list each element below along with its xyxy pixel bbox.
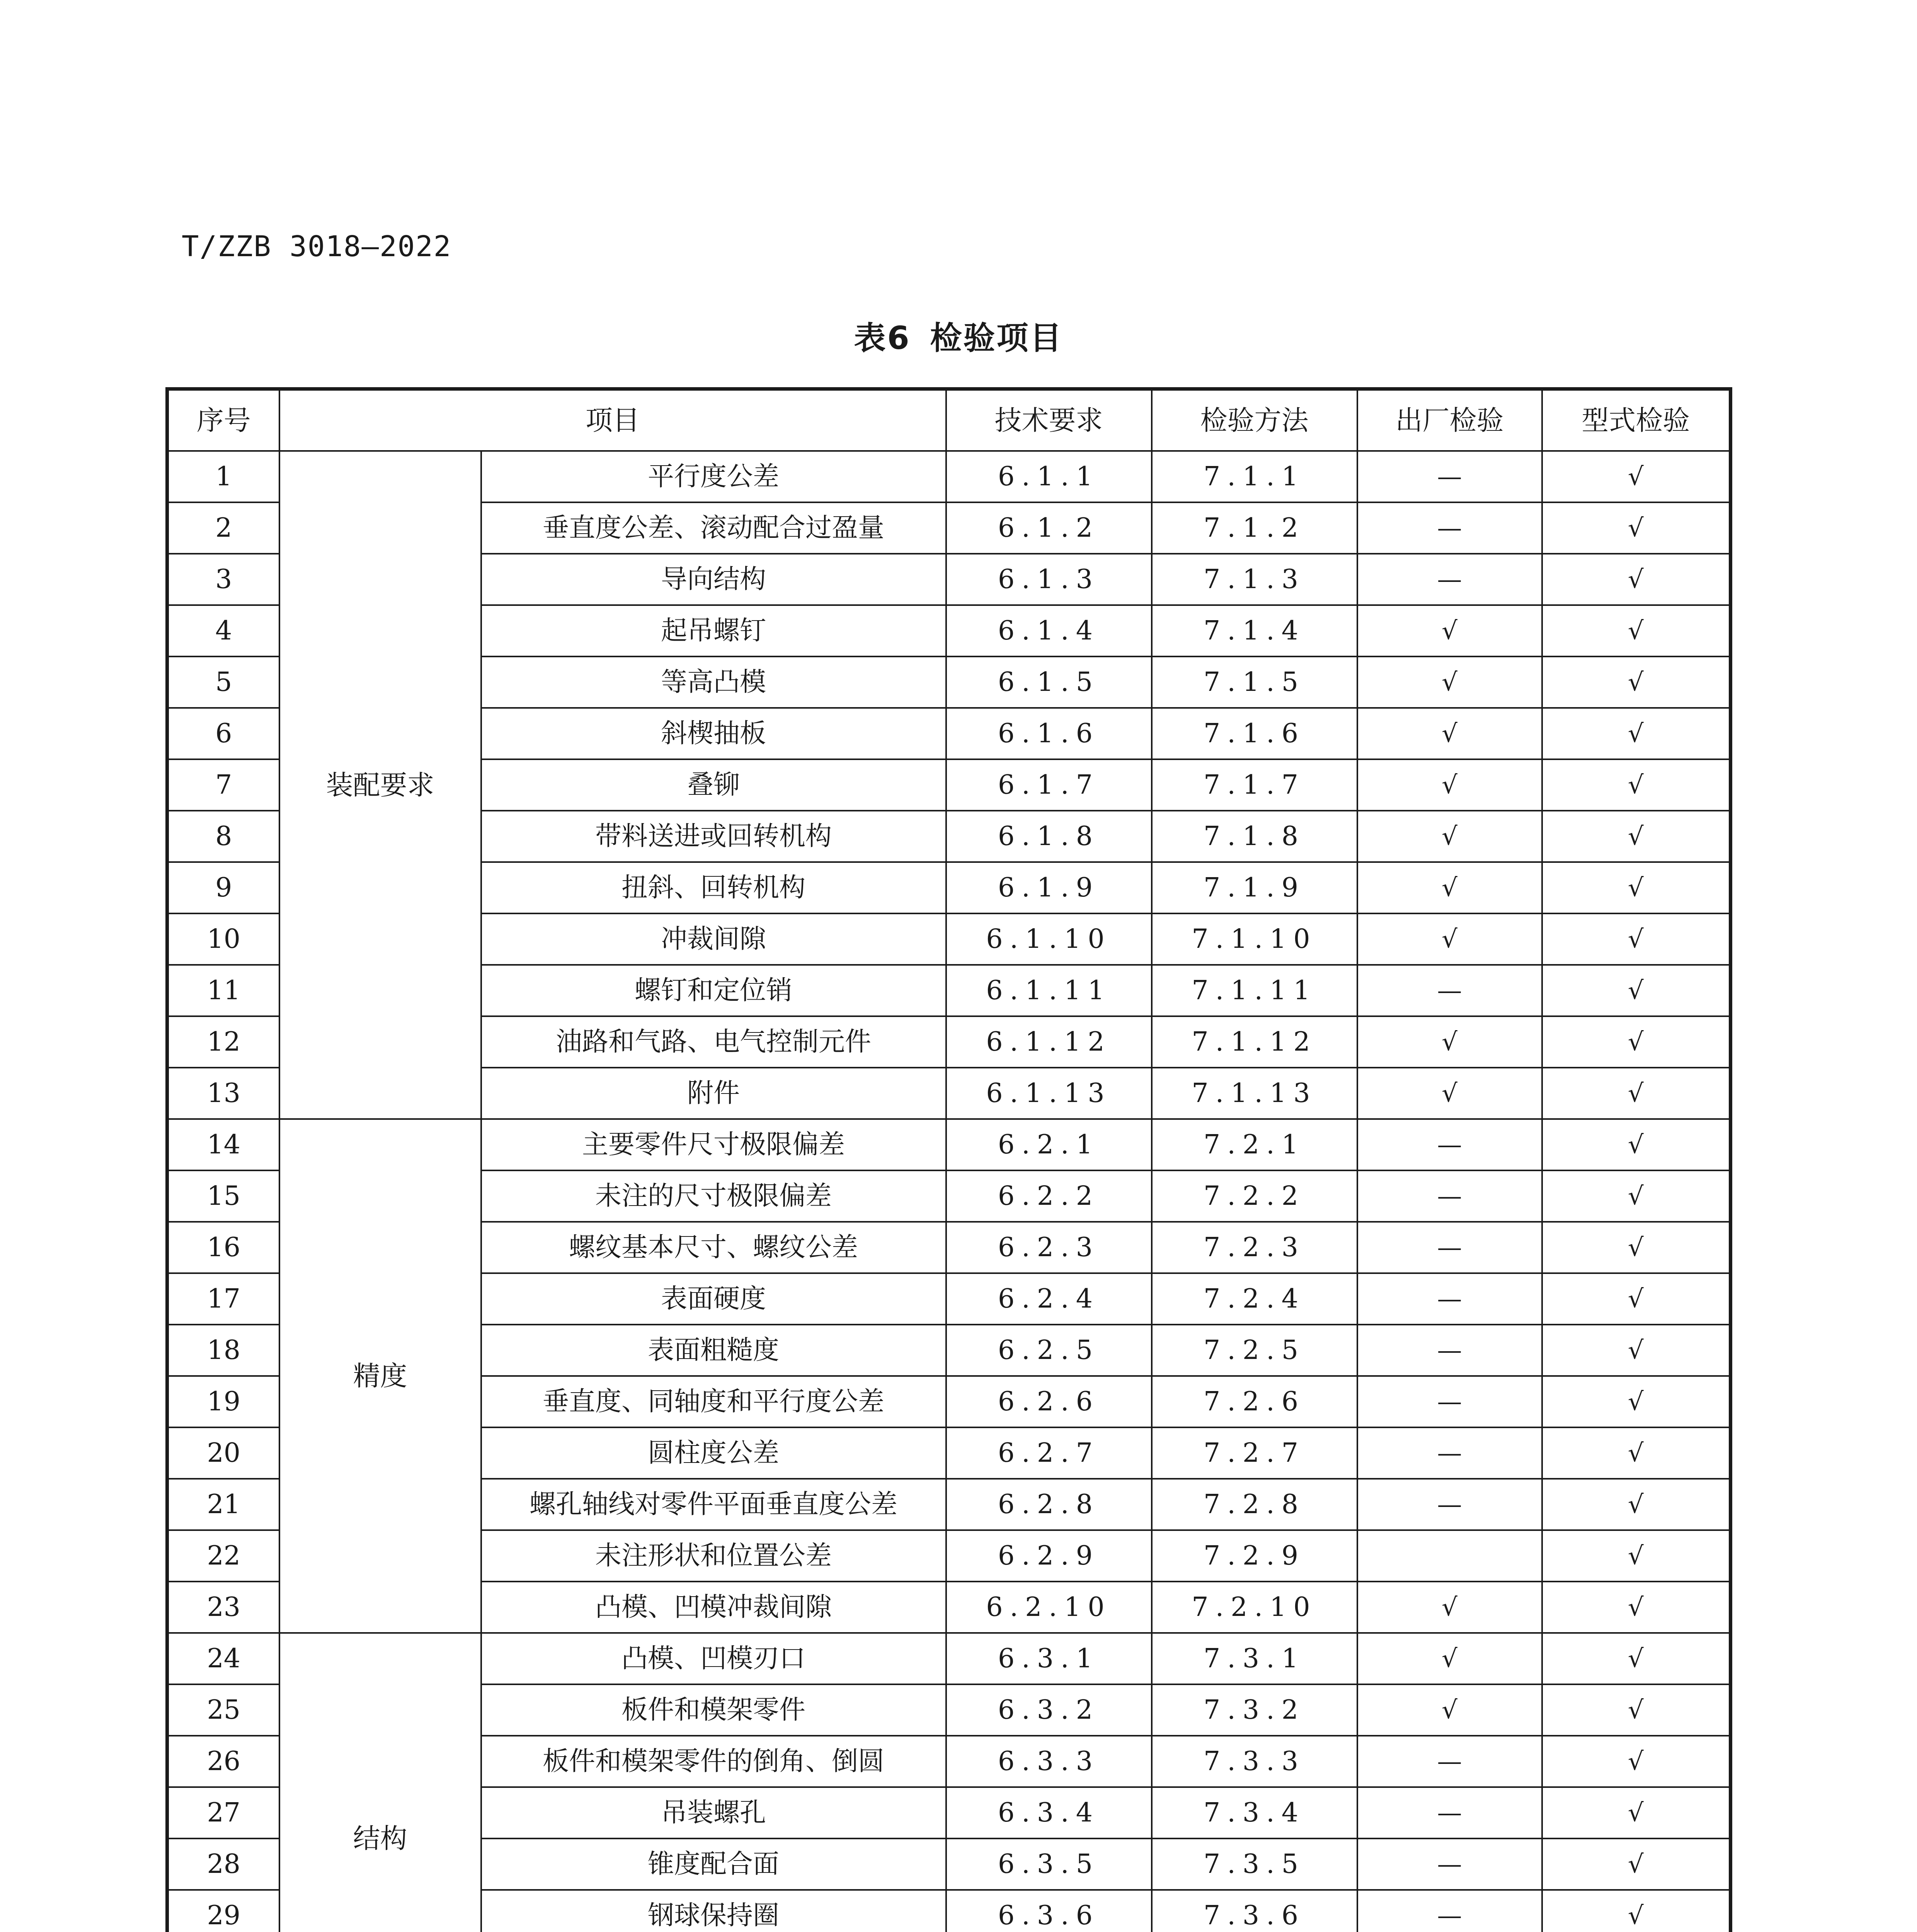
- row-type-inspection: √: [1542, 1222, 1731, 1273]
- group-label: 精度: [279, 1119, 481, 1633]
- row-requirement: 6.3.3: [946, 1736, 1152, 1787]
- row-requirement: 6.1.13: [946, 1068, 1152, 1119]
- row-item: 螺孔轴线对零件平面垂直度公差: [481, 1479, 946, 1530]
- row-number: 2: [167, 502, 279, 554]
- row-type-inspection: √: [1542, 1170, 1731, 1222]
- row-factory-inspection: —: [1357, 502, 1542, 554]
- row-item: 垂直度公差、滚动配合过盈量: [481, 502, 946, 554]
- row-factory-inspection: —: [1357, 1838, 1542, 1890]
- row-type-inspection: √: [1542, 965, 1731, 1016]
- row-factory-inspection: —: [1357, 1273, 1542, 1325]
- row-item: 平行度公差: [481, 451, 946, 502]
- row-type-inspection: √: [1542, 1787, 1731, 1838]
- row-requirement: 6.1.7: [946, 759, 1152, 811]
- row-type-inspection: √: [1542, 1325, 1731, 1376]
- row-method: 7.1.10: [1152, 913, 1357, 965]
- row-item: 凸模、凹模冲裁间隙: [481, 1582, 946, 1633]
- row-type-inspection: √: [1542, 1479, 1731, 1530]
- row-item: 垂直度、同轴度和平行度公差: [481, 1376, 946, 1427]
- row-factory-inspection: √: [1357, 862, 1542, 913]
- row-number: 21: [167, 1479, 279, 1530]
- row-method: 7.1.2: [1152, 502, 1357, 554]
- table-title: [0, 313, 1917, 358]
- row-item: 扭斜、回转机构: [481, 862, 946, 913]
- row-number: 27: [167, 1787, 279, 1838]
- row-method: 7.1.6: [1152, 708, 1357, 759]
- row-requirement: 6.2.3: [946, 1222, 1152, 1273]
- row-method: 7.1.5: [1152, 656, 1357, 708]
- row-requirement: 6.2.5: [946, 1325, 1152, 1376]
- row-method: 7.1.1: [1152, 451, 1357, 502]
- row-number: 29: [167, 1890, 279, 1932]
- row-number: 25: [167, 1684, 279, 1736]
- row-item: 吊装螺孔: [481, 1787, 946, 1838]
- row-item: 板件和模架零件: [481, 1684, 946, 1736]
- row-item: 起吊螺钉: [481, 605, 946, 656]
- row-number: 15: [167, 1170, 279, 1222]
- row-requirement: 6.3.4: [946, 1787, 1152, 1838]
- row-type-inspection: √: [1542, 1273, 1731, 1325]
- row-item: 螺钉和定位销: [481, 965, 946, 1016]
- row-method: 7.3.6: [1152, 1890, 1357, 1932]
- row-type-inspection: √: [1542, 605, 1731, 656]
- row-type-inspection: √: [1542, 1633, 1731, 1684]
- row-method: 7.3.5: [1152, 1838, 1357, 1890]
- row-item: 钢球保持圈: [481, 1890, 946, 1932]
- row-factory-inspection: √: [1357, 759, 1542, 811]
- document-code: T/ZZB 3018—2022: [182, 230, 452, 263]
- row-method: 7.2.9: [1152, 1530, 1357, 1582]
- row-type-inspection: √: [1542, 1582, 1731, 1633]
- row-item: 导向结构: [481, 554, 946, 605]
- row-factory-inspection: —: [1357, 1787, 1542, 1838]
- row-item: 叠铆: [481, 759, 946, 811]
- row-number: 16: [167, 1222, 279, 1273]
- row-requirement: 6.1.9: [946, 862, 1152, 913]
- row-method: 7.3.4: [1152, 1787, 1357, 1838]
- row-requirement: 6.2.10: [946, 1582, 1152, 1633]
- row-type-inspection: √: [1542, 1427, 1731, 1479]
- row-method: 7.2.4: [1152, 1273, 1357, 1325]
- row-requirement: 6.2.1: [946, 1119, 1152, 1170]
- row-factory-inspection: —: [1357, 1736, 1542, 1787]
- row-item: 斜楔抽板: [481, 708, 946, 759]
- row-requirement: 6.2.2: [946, 1170, 1152, 1222]
- row-number: 20: [167, 1427, 279, 1479]
- column-header-factory-inspection: 出厂检验: [1357, 389, 1542, 451]
- row-requirement: 6.1.1: [946, 451, 1152, 502]
- row-number: 6: [167, 708, 279, 759]
- row-requirement: 6.3.1: [946, 1633, 1152, 1684]
- row-method: 7.1.13: [1152, 1068, 1357, 1119]
- row-number: 11: [167, 965, 279, 1016]
- row-requirement: 6.1.4: [946, 605, 1152, 656]
- row-number: 24: [167, 1633, 279, 1684]
- row-factory-inspection: —: [1357, 554, 1542, 605]
- row-factory-inspection: —: [1357, 1119, 1542, 1170]
- row-item: 等高凸模: [481, 656, 946, 708]
- row-type-inspection: √: [1542, 862, 1731, 913]
- row-factory-inspection: √: [1357, 708, 1542, 759]
- row-method: 7.2.3: [1152, 1222, 1357, 1273]
- row-number: 13: [167, 1068, 279, 1119]
- row-requirement: 6.2.4: [946, 1273, 1152, 1325]
- row-number: 26: [167, 1736, 279, 1787]
- row-item: 螺纹基本尺寸、螺纹公差: [481, 1222, 946, 1273]
- row-requirement: 6.2.6: [946, 1376, 1152, 1427]
- row-number: 5: [167, 656, 279, 708]
- row-number: 7: [167, 759, 279, 811]
- row-item: 表面粗糙度: [481, 1325, 946, 1376]
- column-header-requirement: 技术要求: [946, 389, 1152, 451]
- row-type-inspection: √: [1542, 1530, 1731, 1582]
- row-method: 7.2.1: [1152, 1119, 1357, 1170]
- row-type-inspection: √: [1542, 1684, 1731, 1736]
- row-factory-inspection: √: [1357, 1068, 1542, 1119]
- row-item: 附件: [481, 1068, 946, 1119]
- row-factory-inspection: —: [1357, 1890, 1542, 1932]
- row-type-inspection: √: [1542, 502, 1731, 554]
- row-factory-inspection: —: [1357, 1479, 1542, 1530]
- row-number: 12: [167, 1016, 279, 1068]
- row-type-inspection: √: [1542, 554, 1731, 605]
- row-factory-inspection: —: [1357, 965, 1542, 1016]
- row-type-inspection: √: [1542, 913, 1731, 965]
- row-factory-inspection: [1357, 1530, 1542, 1582]
- row-number: 18: [167, 1325, 279, 1376]
- row-type-inspection: √: [1542, 1736, 1731, 1787]
- row-requirement: 6.2.9: [946, 1530, 1152, 1582]
- row-item: 冲裁间隙: [481, 913, 946, 965]
- row-requirement: 6.1.3: [946, 554, 1152, 605]
- row-factory-inspection: √: [1357, 605, 1542, 656]
- row-number: 14: [167, 1119, 279, 1170]
- row-method: 7.2.10: [1152, 1582, 1357, 1633]
- row-item: 表面硬度: [481, 1273, 946, 1325]
- row-requirement: 6.1.11: [946, 965, 1152, 1016]
- row-type-inspection: √: [1542, 1068, 1731, 1119]
- row-number: 4: [167, 605, 279, 656]
- row-requirement: 6.1.12: [946, 1016, 1152, 1068]
- row-factory-inspection: √: [1357, 1633, 1542, 1684]
- row-number: 8: [167, 811, 279, 862]
- row-type-inspection: √: [1542, 811, 1731, 862]
- row-factory-inspection: √: [1357, 1582, 1542, 1633]
- row-type-inspection: √: [1542, 1016, 1731, 1068]
- row-method: 7.3.1: [1152, 1633, 1357, 1684]
- row-number: 19: [167, 1376, 279, 1427]
- row-number: 22: [167, 1530, 279, 1582]
- row-requirement: 6.3.2: [946, 1684, 1152, 1736]
- row-factory-inspection: —: [1357, 451, 1542, 502]
- row-number: 9: [167, 862, 279, 913]
- row-method: 7.2.6: [1152, 1376, 1357, 1427]
- row-method: 7.3.2: [1152, 1684, 1357, 1736]
- column-header-no: 序号: [167, 389, 279, 451]
- row-method: 7.2.7: [1152, 1427, 1357, 1479]
- row-factory-inspection: —: [1357, 1376, 1542, 1427]
- row-method: 7.2.2: [1152, 1170, 1357, 1222]
- row-type-inspection: √: [1542, 1838, 1731, 1890]
- column-header-method: 检验方法: [1152, 389, 1357, 451]
- row-factory-inspection: —: [1357, 1325, 1542, 1376]
- row-type-inspection: √: [1542, 451, 1731, 502]
- row-item: 板件和模架零件的倒角、倒圆: [481, 1736, 946, 1787]
- row-type-inspection: √: [1542, 1890, 1731, 1932]
- row-requirement: 6.1.6: [946, 708, 1152, 759]
- row-type-inspection: √: [1542, 1119, 1731, 1170]
- row-item: 油路和气路、电气控制元件: [481, 1016, 946, 1068]
- row-number: 28: [167, 1838, 279, 1890]
- group-label: 结构: [279, 1633, 481, 1932]
- row-item: 凸模、凹模刃口: [481, 1633, 946, 1684]
- row-item: 圆柱度公差: [481, 1427, 946, 1479]
- row-type-inspection: √: [1542, 759, 1731, 811]
- row-method: 7.1.3: [1152, 554, 1357, 605]
- row-factory-inspection: —: [1357, 1427, 1542, 1479]
- table-body: [167, 451, 1731, 1932]
- table-title-text: 检验项目: [930, 320, 1063, 357]
- row-method: 7.1.4: [1152, 605, 1357, 656]
- row-requirement: 6.1.2: [946, 502, 1152, 554]
- row-method: 7.1.8: [1152, 811, 1357, 862]
- row-item: 主要零件尺寸极限偏差: [481, 1119, 946, 1170]
- row-method: 7.2.8: [1152, 1479, 1357, 1530]
- row-requirement: 6.3.6: [946, 1890, 1152, 1932]
- row-requirement: 6.2.7: [946, 1427, 1152, 1479]
- row-type-inspection: √: [1542, 656, 1731, 708]
- table-row: [167, 1119, 1731, 1170]
- row-type-inspection: √: [1542, 708, 1731, 759]
- row-method: 7.1.7: [1152, 759, 1357, 811]
- row-factory-inspection: √: [1357, 1684, 1542, 1736]
- row-method: 7.2.5: [1152, 1325, 1357, 1376]
- table-title-label: 表6: [854, 320, 911, 357]
- table-header-row: [167, 389, 1731, 451]
- row-number: 1: [167, 451, 279, 502]
- table-row: [167, 1633, 1731, 1684]
- row-requirement: 6.3.5: [946, 1838, 1152, 1890]
- row-type-inspection: √: [1542, 1376, 1731, 1427]
- row-method: 7.1.12: [1152, 1016, 1357, 1068]
- table-row: [167, 451, 1731, 502]
- row-number: 17: [167, 1273, 279, 1325]
- row-number: 10: [167, 913, 279, 965]
- row-item: 带料送进或回转机构: [481, 811, 946, 862]
- row-factory-inspection: √: [1357, 811, 1542, 862]
- row-requirement: 6.1.10: [946, 913, 1152, 965]
- row-number: 3: [167, 554, 279, 605]
- row-factory-inspection: —: [1357, 1170, 1542, 1222]
- row-factory-inspection: √: [1357, 913, 1542, 965]
- row-requirement: 6.2.8: [946, 1479, 1152, 1530]
- column-header-item: 项目: [279, 389, 946, 451]
- row-requirement: 6.1.5: [946, 656, 1152, 708]
- row-requirement: 6.1.8: [946, 811, 1152, 862]
- group-label: 装配要求: [279, 451, 481, 1119]
- row-item: 未注的尺寸极限偏差: [481, 1170, 946, 1222]
- row-method: 7.3.3: [1152, 1736, 1357, 1787]
- row-method: 7.1.9: [1152, 862, 1357, 913]
- row-factory-inspection: √: [1357, 1016, 1542, 1068]
- row-method: 7.1.11: [1152, 965, 1357, 1016]
- row-number: 23: [167, 1582, 279, 1633]
- row-factory-inspection: —: [1357, 1222, 1542, 1273]
- row-item: 未注形状和位置公差: [481, 1530, 946, 1582]
- inspection-items-table: [165, 387, 1732, 1932]
- row-item: 锥度配合面: [481, 1838, 946, 1890]
- column-header-type-inspection: 型式检验: [1542, 389, 1731, 451]
- row-factory-inspection: √: [1357, 656, 1542, 708]
